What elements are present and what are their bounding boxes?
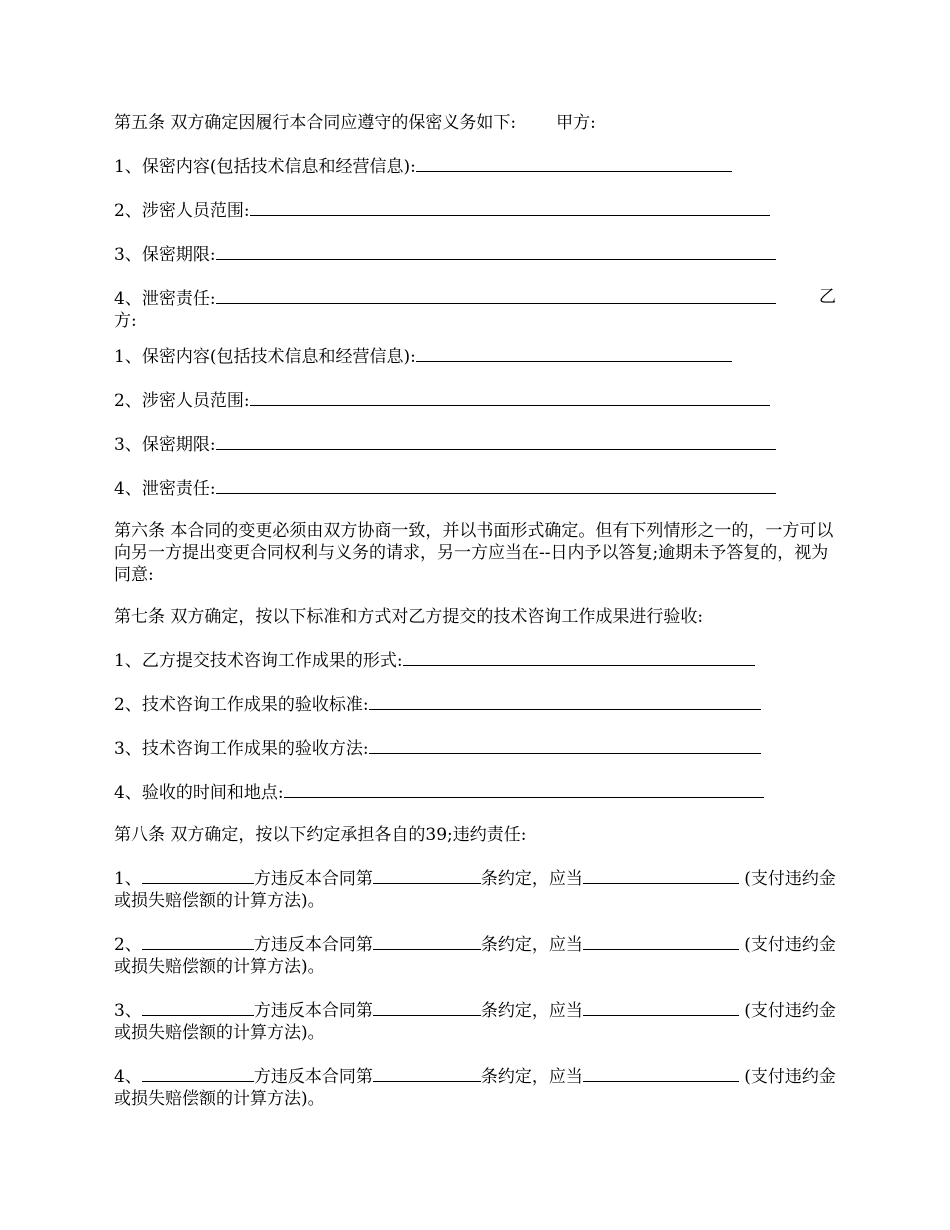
art8-item-3-text-b: 条约定，应当 [480,1001,583,1021]
a-item-4 [114,286,836,332]
a-item-3-label: 3、保密期限: [114,245,216,265]
art8-item-4-text-c: (支付违约金或损失赔偿额的计算方法)。 [114,1067,836,1109]
art8-item-2-party-blank[interactable] [142,932,254,950]
art8-item-4-text-a: 方违反本合同第 [253,1067,373,1087]
a-item-3-blank[interactable] [216,242,776,260]
art7-item-3-label: 3、技术咨询工作成果的验收方法: [114,739,369,759]
art7-item-2 [114,692,836,716]
b-item-2-label: 2、涉密人员范围: [114,391,250,411]
art8-item-1-clause-blank[interactable] [373,866,481,884]
art7-item-2-label: 2、技术咨询工作成果的验收标准: [114,695,369,715]
b-item-2-blank[interactable] [250,388,770,406]
b-item-4-blank[interactable] [216,476,776,494]
art8-item-4 [114,1064,836,1110]
art7-item-4-blank[interactable] [284,780,764,798]
art7-item-3 [114,736,836,760]
a-item-4-blank[interactable] [216,286,776,304]
b-item-1-blank[interactable] [416,344,732,362]
a-item-2 [114,198,836,222]
art8-item-4-num: 4、 [114,1067,142,1087]
art8-item-2-clause-blank[interactable] [373,932,481,950]
art7-item-1-label: 1、乙方提交技术咨询工作成果的形式: [114,651,403,671]
b-item-2 [114,388,836,412]
article-5-heading [114,112,836,134]
art8-item-1-text-a: 方违反本合同第 [253,869,373,889]
art7-item-3-blank[interactable] [369,736,761,754]
art7-item-2-blank[interactable] [369,692,761,710]
b-item-3 [114,432,836,456]
art7-item-1 [114,648,836,672]
a-item-1-label: 1、保密内容(包括技术信息和经营信息): [114,157,416,177]
art7-item-4-label: 4、验收的时间和地点: [114,783,284,803]
art8-item-1-num: 1、 [114,869,142,889]
a-item-2-label: 2、涉密人员范围: [114,201,250,221]
b-item-1-label: 1、保密内容(包括技术信息和经营信息): [114,347,416,367]
article-8-heading: 第八条 双方确定，按以下约定承担各自的39;违约责任: [114,825,527,845]
art8-item-3-num: 3、 [114,1001,142,1021]
art7-item-4 [114,780,836,804]
art8-item-4-party-blank[interactable] [142,1064,254,1082]
art8-item-3-text-a: 方违反本合同第 [253,1001,373,1021]
article-6: 第六条 本合同的变更必须由双方协商一致，并以书面形式确定。但有下列情形之一的，一方可以向另一方提出变更合同权利与义务的请求，另一方应当在--日内予以答复;逾期未予答复的，视为同意: [114,521,834,585]
art8-item-3-party-blank[interactable] [142,998,254,1016]
party-b-label-part1: 乙 [819,287,836,307]
art8-item-3 [114,998,836,1044]
art8-item-2-text-b: 条约定，应当 [480,935,583,955]
b-item-4-label: 4、泄密责任: [114,479,216,499]
art8-item-2-text-a: 方违反本合同第 [253,935,373,955]
art8-item-1-text-c: (支付违约金或损失赔偿额的计算方法)。 [114,869,836,911]
art8-item-1-amount-blank[interactable] [583,866,739,884]
b-item-3-blank[interactable] [216,432,776,450]
article-7-heading: 第七条 双方确定，按以下标准和方式对乙方提交的技术咨询工作成果进行验收: [114,607,704,627]
art8-item-4-text-b: 条约定，应当 [480,1067,583,1087]
contract-page [114,112,836,1130]
art7-item-1-blank[interactable] [403,648,755,666]
a-item-4-label: 4、泄密责任: [114,289,216,309]
art8-item-2-amount-blank[interactable] [583,932,739,950]
a-item-3 [114,242,836,266]
art8-item-2-num: 2、 [114,935,142,955]
art8-item-1 [114,866,836,912]
party-b-label-part2: 方: [114,311,137,331]
a-item-1-blank[interactable] [416,154,732,172]
b-item-4 [114,476,836,500]
article-5-title: 第五条 双方确定因履行本合同应遵守的保密义务如下: [114,113,517,133]
art8-item-3-amount-blank[interactable] [583,998,739,1016]
b-item-1 [114,344,836,368]
b-item-3-label: 3、保密期限: [114,435,216,455]
a-item-1 [114,154,836,178]
art8-item-3-clause-blank[interactable] [373,998,481,1016]
art8-item-1-party-blank[interactable] [142,866,254,884]
art8-item-2 [114,932,836,978]
party-a-label: 甲方: [556,113,596,133]
a-item-2-blank[interactable] [250,198,770,216]
art8-item-2-text-c: (支付违约金或损失赔偿额的计算方法)。 [114,935,836,977]
art8-item-4-clause-blank[interactable] [373,1064,481,1082]
art8-item-4-amount-blank[interactable] [583,1064,739,1082]
art8-item-3-text-c: (支付违约金或损失赔偿额的计算方法)。 [114,1001,836,1043]
art8-item-1-text-b: 条约定，应当 [480,869,583,889]
